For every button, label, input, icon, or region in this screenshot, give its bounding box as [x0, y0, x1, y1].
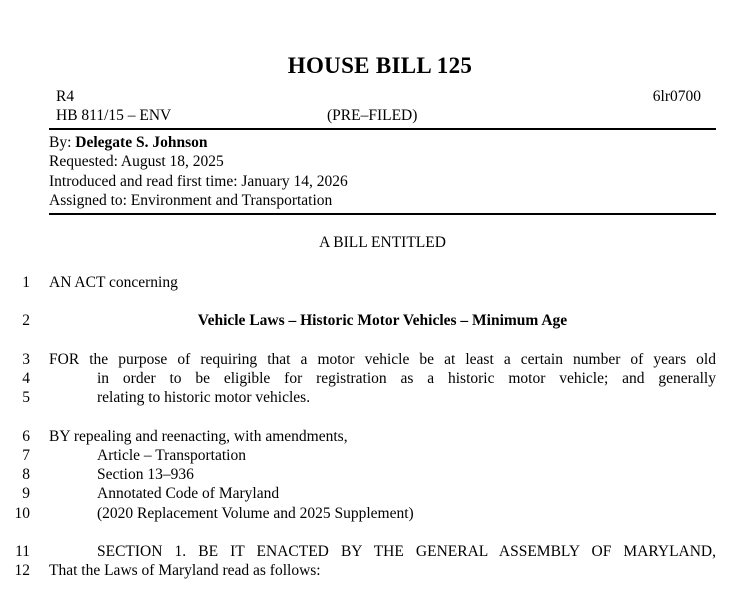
line-number: 11: [15, 543, 30, 560]
bill-code-previous: HB 811/15 – ENV: [56, 107, 172, 124]
line-number: 5: [22, 389, 30, 406]
section-reference: Section 13–936: [97, 466, 194, 483]
sponsor-by-label: By:: [49, 134, 72, 151]
line-number: 10: [14, 505, 30, 522]
bill-subject-title: Vehicle Laws – Historic Motor Vehicles – Minimum Age: [197, 312, 568, 329]
enacting-clause-continued: That the Laws of Maryland read as follows:: [49, 562, 321, 579]
enacting-clause: SECTION 1. BE IT ENACTED BY THE GENERAL ASSEMBLY OF MARYLAND,: [97, 543, 716, 560]
header-divider-bottom: [49, 213, 716, 215]
line-number: 6: [22, 428, 30, 445]
bill-entitled-heading: A BILL ENTITLED: [319, 234, 446, 251]
line-number: 2: [22, 312, 30, 329]
line-number: 1: [22, 274, 30, 291]
repeal-reenact-line: BY repealing and reenacting, with amendments,: [49, 428, 348, 445]
purpose-line: in order to be eligible for registration as a historic motor vehicle; and generally: [97, 370, 716, 387]
bill-code-r4: R4: [56, 88, 75, 105]
line-number: 4: [22, 370, 30, 387]
bill-title: HOUSE BILL 125: [287, 53, 473, 78]
bill-drafting-number: 6lr0700: [652, 88, 701, 105]
purpose-line: relating to historic motor vehicles.: [97, 389, 311, 406]
introduced-date: Introduced and read first time: January 14, 2026: [49, 173, 348, 190]
act-concerning: AN ACT concerning: [49, 274, 178, 291]
article-reference: Article – Transportation: [97, 447, 246, 464]
code-reference: Annotated Code of Maryland: [97, 485, 280, 502]
line-number: 12: [14, 562, 30, 579]
header-divider-top: [49, 128, 716, 130]
volume-reference: (2020 Replacement Volume and 2025 Supplement): [97, 505, 414, 522]
sponsor-name: Delegate S. Johnson: [75, 134, 208, 151]
assigned-committee: Assigned to: Environment and Transportation: [49, 192, 333, 209]
requested-date: Requested: August 18, 2025: [49, 153, 224, 170]
line-number: 3: [22, 351, 30, 368]
prefiled-label: (PRE–FILED): [327, 107, 418, 124]
purpose-line: FOR the purpose of requiring that a motor vehicle be at least a certain number of years old: [49, 351, 716, 368]
line-number: 7: [22, 447, 30, 464]
line-number: 8: [22, 466, 30, 483]
sponsor-line: [49, 134, 207, 152]
line-number: 9: [22, 485, 30, 502]
